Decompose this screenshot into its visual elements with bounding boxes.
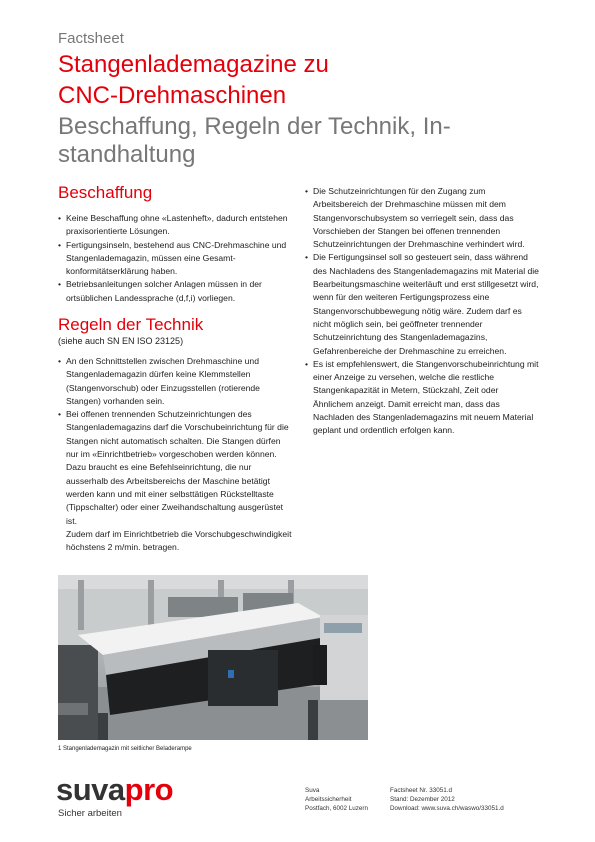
suvapro-logo bbox=[56, 772, 173, 808]
list-item: • Betriebsanleitungen solcher Anlagen müssen in der ortsüblichen Landessprache (d,f,i) vorliegen. bbox=[58, 278, 293, 305]
logo-suva-text: suva bbox=[56, 772, 125, 807]
publisher-address bbox=[305, 786, 368, 813]
address-line: Suva bbox=[305, 787, 320, 794]
list-item: • Es ist empfehlenswert, die Stangenvorschubeinrichtung mit einer Anzeige zu versehen, welche die restliche Stangenkapazität in Metern, Stückzahl, Zeit oder Ähnlichem anzeigt. Damit erreicht man, dass das Nachladen des Stangenlademagazins mit neuem Material geplant und ordentlich erfolgen kann. bbox=[305, 358, 540, 438]
list-item: • Keine Beschaffung ohne «Lastenheft», dadurch entstehen praxisorientierte Lösungen. bbox=[58, 212, 293, 239]
heading-beschaffung: Beschaffung bbox=[58, 183, 153, 202]
regeln-extra-text: Zudem darf im Einrichtbetrieb die Vorschubgeschwindigkeit höchstens 2 m/min. betragen. bbox=[66, 528, 292, 553]
doc-date: Stand: Dezember 2012 bbox=[390, 796, 455, 803]
list-item: • Die Fertigungsinsel soll so gesteuert sein, dass während des Nachladens des Stangenlademagazins mit Material die Bearbeitungsmaschine weiterläuft und erst stillgesetzt wird, wenn für den weiteren Fertigungsprozess eine Stangenvorschubbewegung nötig wäre. Zudem darf es nicht möglich sein, bei geöffneter trennender Schutzeinrichtung des Stangenlademagazins, Gefahrenbereiche der Drehmaschine zu erreichen. bbox=[305, 251, 540, 357]
list-item: • An den Schnittstellen zwischen Drehmaschine und Stangenlademagazin dürfen keine Klemmstellen (Stangenvorschub) oder Einzugsstellen (rotierende Stangen) vorhanden sein. bbox=[58, 355, 292, 408]
logo-pro-text: pro bbox=[124, 772, 174, 807]
doc-number: Factsheet Nr. 33051.d bbox=[390, 787, 452, 794]
bar-loader-illustration bbox=[58, 575, 368, 740]
figure-caption: 1 Stangenlademagazin mit seitlicher Beladerampe bbox=[58, 746, 192, 752]
regeln-block bbox=[58, 355, 292, 554]
heading-regeln: Regeln der Technik bbox=[58, 315, 204, 334]
machine-photo bbox=[58, 575, 368, 740]
right-column-list bbox=[305, 185, 540, 438]
address-line: Postfach, 6002 Luzern bbox=[305, 805, 369, 812]
slogan: Sicher arbeiten bbox=[58, 808, 122, 819]
regeln-list bbox=[58, 355, 292, 528]
beschaffung-list bbox=[58, 212, 293, 305]
doc-type-label: Factsheet bbox=[58, 30, 124, 47]
address-line: Arbeitssicherheit bbox=[305, 796, 352, 803]
list-item: • Fertigungsinseln, bestehend aus CNC-Drehmaschine und Stangenlademagazin, müssen eine Gesamt-konformitätserklärung haben. bbox=[58, 239, 293, 279]
standard-note: (siehe auch SN EN ISO 23125) bbox=[58, 336, 184, 346]
title-line-2: CNC-Drehmaschinen bbox=[58, 82, 287, 109]
subtitle-line-1: Beschaffung, Regeln der Technik, In- bbox=[58, 113, 451, 140]
title-line-1: Stangenlademagazine zu bbox=[58, 51, 329, 78]
list-item: • Bei offenen trennenden Schutzeinrichtungen des Stangenlademagazins darf die Vorschubeinrichtung für die Stangen nicht automatisch schalten. Die Stangen dürfen nur im «Einrichtbetrieb» vorgeschoben werden können. Dazu braucht es eine Befehlseinrichtung, die nur ausserhalb des Arbeitsbereichs der Maschine betätigt werden kann und mit einer selbsttätigen Rückstelltaste (Tippschalter) oder einer Zweihandschaltung ausgerüstet ist. bbox=[58, 408, 292, 528]
subtitle-line-2: standhaltung bbox=[58, 141, 196, 168]
download-link[interactable]: Download: www.suva.ch/waswo/33051.d bbox=[390, 805, 504, 812]
list-item: • Die Schutzeinrichtungen für den Zugang zum Arbeitsbereich der Drehmaschine müssen mit dem Stangenvorschubsystem so verriegelt sein, dass das Vorschieben der Stangen bei offenen trennenden Schutzeinrichtungen der Drehmaschine verhindert wird. bbox=[305, 185, 540, 251]
document-info bbox=[390, 786, 504, 813]
